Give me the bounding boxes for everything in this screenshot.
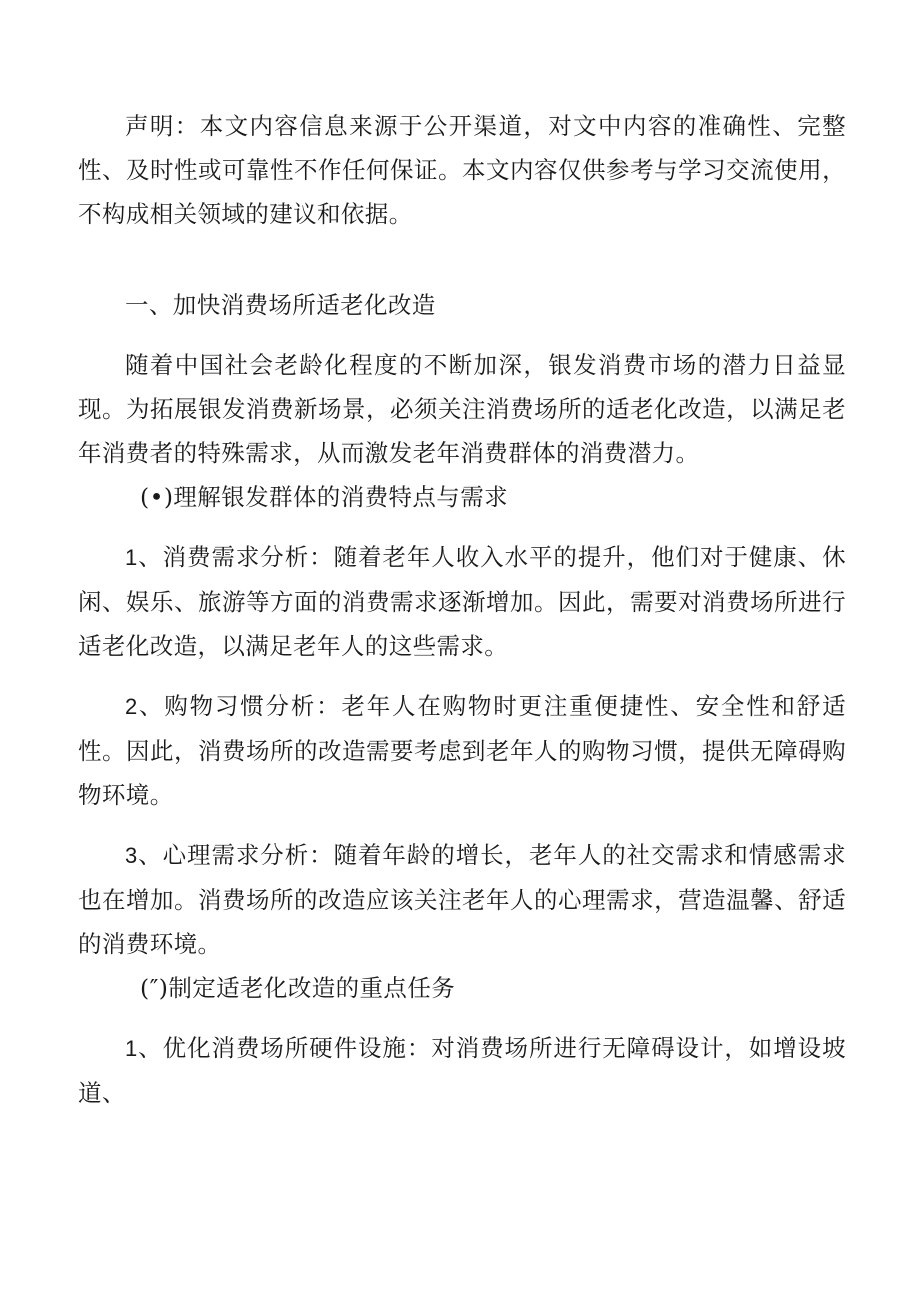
item-number: 1 (125, 545, 138, 570)
document-body (78, 104, 846, 1115)
subsection-2-item-1 (78, 1026, 846, 1115)
subsection-1-heading: (•)理解银发群体的消费特点与需求 (140, 483, 508, 511)
section-heading: 一、加快消费场所适老化改造 (125, 291, 436, 319)
subsection-1-item-2 (78, 684, 846, 817)
item-number: 3 (125, 843, 138, 868)
subsection-1-item-1 (78, 535, 846, 668)
subsection-1-item-3 (78, 833, 846, 966)
intro-paragraph: 随着中国社会老龄化程度的不断加深，银发消费市场的潜力日益显现。为拓展银发消费新场景，必须关注消费场所的适老化改造，以满足老年消费者的特殊需求，从而激发老年消费群体的消费潜力。 (78, 351, 846, 467)
item-text: 、购物习惯分析：老年人在购物时更注重便捷性、安全性和舒适性。因此，消费场所的改造需要考虑到老年人的购物习惯，提供无障碍购物环境。 (78, 692, 846, 809)
item-text: 、心理需求分析：随着年龄的增长，老年人的社交需求和情感需求也在增加。消费场所的改造应该关注老年人的心理需求，营造温馨、舒适的消费环境。 (78, 841, 846, 958)
item-text: 、优化消费场所硬件设施：对消费场所进行无障碍设计，如增设坡道、 (78, 1034, 846, 1107)
disclaimer-paragraph: 声明：本文内容信息来源于公开渠道，对文中内容的准确性、完整性、及时性或可靠性不作任何保证。本文内容仅供参考与学习交流使用，不构成相关领域的建议和依据。 (78, 112, 846, 228)
item-text: 、消费需求分析：随着老年人收入水平的提升，他们对于健康、休闲、娱乐、旅游等方面的消费需求逐渐增加。因此，需要对消费场所进行适老化改造，以满足老年人的这些需求。 (78, 543, 846, 660)
subsection-2-heading: (″)制定适老化改造的重点任务 (140, 974, 456, 1002)
item-number: 1 (125, 1036, 138, 1061)
item-number: 2 (125, 694, 138, 719)
